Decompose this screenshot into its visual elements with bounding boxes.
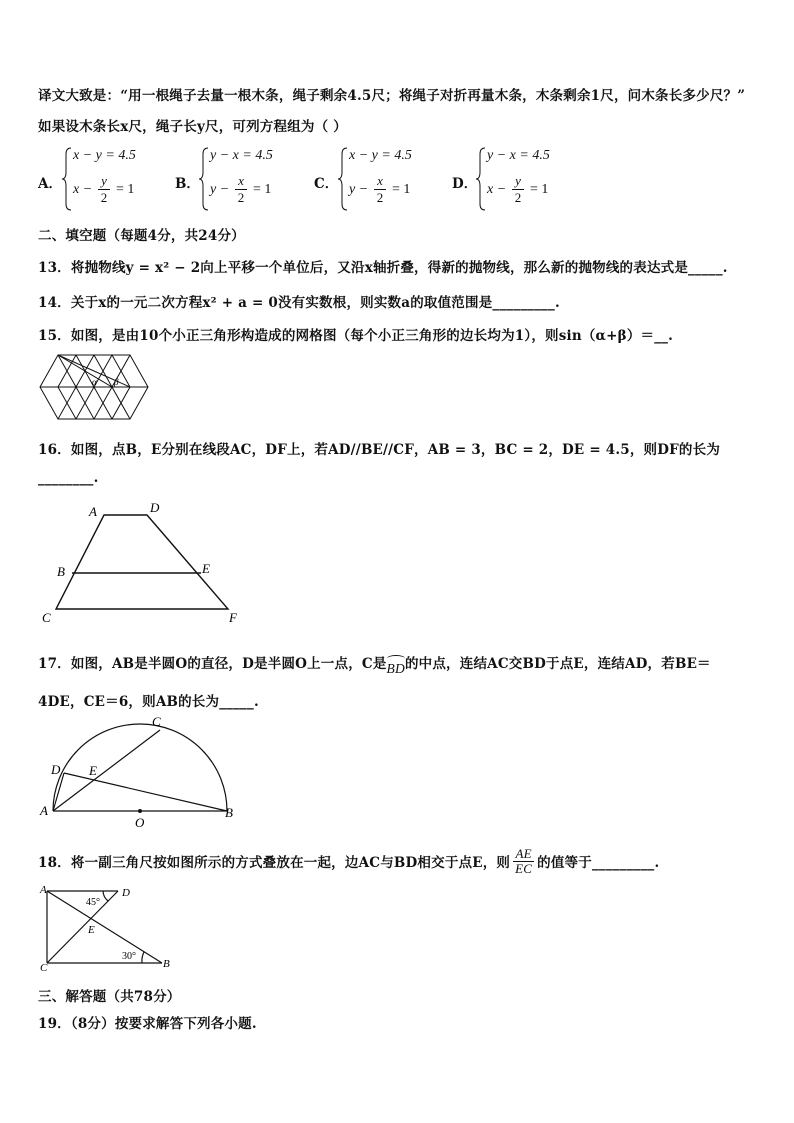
option-label: C． <box>314 176 339 192</box>
q16-label-A: A <box>89 504 97 519</box>
option-equation-1: x − y = 4.5 <box>73 148 136 163</box>
q17-label-D: D <box>51 762 61 777</box>
option-label: B． <box>175 176 200 192</box>
option-fraction-denominator: 2 <box>514 190 522 205</box>
question-15: 15．如图，是由10个小正三角形构造成的网格图（每个小正三角形的边长均为1），则sin（α+β）＝__. <box>38 328 674 344</box>
option-equation-1: x − y = 4.5 <box>349 148 412 163</box>
q17-arc-label: BD <box>386 661 405 676</box>
q18-label-A: A <box>40 884 47 896</box>
left-brace-icon <box>62 146 72 212</box>
option-equation-2-lhs: y − <box>349 182 369 197</box>
left-brace-icon <box>199 146 209 212</box>
option-fraction <box>512 174 524 205</box>
translation-line-2: 如果设木条长x尺，绳子长y尺，可列方程组为（ ） <box>38 119 347 135</box>
q17-label-A: A <box>40 803 48 818</box>
q18-angle-45: 45° <box>86 897 100 908</box>
q18-text-part-1: 18．将一副三角尺按如图所示的方式叠放在一起，边AC与BD相交于点E，则 <box>38 855 511 871</box>
q17-label-C: C <box>152 714 161 729</box>
q18-text-part-2: 的值等于_________. <box>537 855 660 871</box>
option-equation-2-rhs: = 1 <box>253 182 272 197</box>
q16-label-E: E <box>202 561 210 576</box>
option-fraction <box>374 174 386 205</box>
q18-fraction-numerator: AE <box>513 847 534 862</box>
option-c <box>314 146 454 212</box>
q18-label-E: E <box>88 924 95 936</box>
q18-angle-30: 30° <box>122 951 136 962</box>
q17-label-B: B <box>225 805 233 820</box>
question-17-line-1 <box>38 652 711 676</box>
q18-label-D: D <box>122 887 130 899</box>
q17-text-part-2: 的中点，连结AC交BD于点E，连结AD，若BE＝ <box>404 656 711 672</box>
translation-line-1: 译文大致是：“用一根绳子去量一根木条，绳子剩余4.5尺；将绳子对折再量木条，木条剩余1尺，问木条长多少尺？” <box>38 88 746 104</box>
q18-label-B: B <box>163 958 170 970</box>
option-fraction-denominator: 2 <box>100 190 108 205</box>
option-equation-2-lhs: y − <box>210 182 230 197</box>
section-3-heading: 三、解答题（共78分） <box>38 989 181 1005</box>
option-fraction-numerator: y <box>515 173 521 188</box>
q15-alpha-label: α <box>92 377 97 387</box>
option-label: D． <box>452 176 478 192</box>
q16-trapezoid-figure <box>38 498 248 628</box>
option-equation-1: y − x = 4.5 <box>487 148 550 163</box>
q18-label-C: C <box>40 962 48 973</box>
option-equation-2-lhs: x − <box>73 182 93 197</box>
question-18 <box>38 846 660 878</box>
option-fraction <box>235 174 247 205</box>
q17-label-E: E <box>89 763 97 778</box>
q18-fraction-denominator: EC <box>515 861 533 876</box>
q15-beta-label: β <box>114 377 119 387</box>
option-fraction <box>98 174 110 205</box>
option-d <box>452 146 592 212</box>
option-equation-2-rhs: = 1 <box>116 182 135 197</box>
q15-hexagon-grid-figure <box>38 352 150 422</box>
q16-label-B: B <box>57 564 65 579</box>
option-fraction-denominator: 2 <box>237 190 245 205</box>
option-equation-2-rhs: = 1 <box>392 182 411 197</box>
option-a <box>38 146 178 212</box>
q16-label-C: C <box>42 610 51 625</box>
question-16-line-2: ________. <box>38 470 99 486</box>
q18-triangle-rulers-figure <box>38 883 178 973</box>
q17-text-part-1: 17．如图，AB是半圆O的直径，D是半圆O上一点，C是 <box>38 656 387 672</box>
option-fraction-numerator: x <box>238 173 244 188</box>
question-19: 19．（8分）按要求解答下列各小题. <box>38 1016 257 1032</box>
question-16-line-1: 16．如图，点B，E分别在线段AC，DF上，若AD//BE//CF，AB = 3，BC = 2，DE = 4.5，则DF的长为 <box>38 442 721 458</box>
question-13: 13．将抛物线y = x² − 2向上平移一个单位后，又沿x轴折叠，得新的抛物线，那么新的抛物线的表达式是_____. <box>38 260 728 276</box>
option-equation-1: y − x = 4.5 <box>210 148 273 163</box>
q17-label-O: O <box>135 815 145 830</box>
section-2-heading: 二、填空题（每题4分，共24分） <box>38 228 245 244</box>
q17-semicircle-figure <box>38 712 238 830</box>
question-14: 14．关于x的一元二次方程x² + a = 0没有实数根，则实数a的取值范围是_________. <box>38 295 560 311</box>
option-label: A． <box>38 176 62 192</box>
left-brace-icon <box>338 146 348 212</box>
left-brace-icon <box>476 146 486 212</box>
option-fraction-numerator: y <box>101 173 107 188</box>
option-fraction-denominator: 2 <box>376 190 384 205</box>
question-17-line-2: 4DE，CE＝6，则AB的长为_____. <box>38 694 259 710</box>
q17-arc-notation <box>387 661 405 677</box>
option-equation-2-rhs: = 1 <box>530 182 549 197</box>
q18-fraction <box>513 847 534 876</box>
q16-label-F: F <box>229 610 237 625</box>
option-b <box>175 146 315 212</box>
option-fraction-numerator: x <box>377 173 383 188</box>
option-equation-2-lhs: x − <box>487 182 507 197</box>
q16-label-D: D <box>150 500 160 515</box>
